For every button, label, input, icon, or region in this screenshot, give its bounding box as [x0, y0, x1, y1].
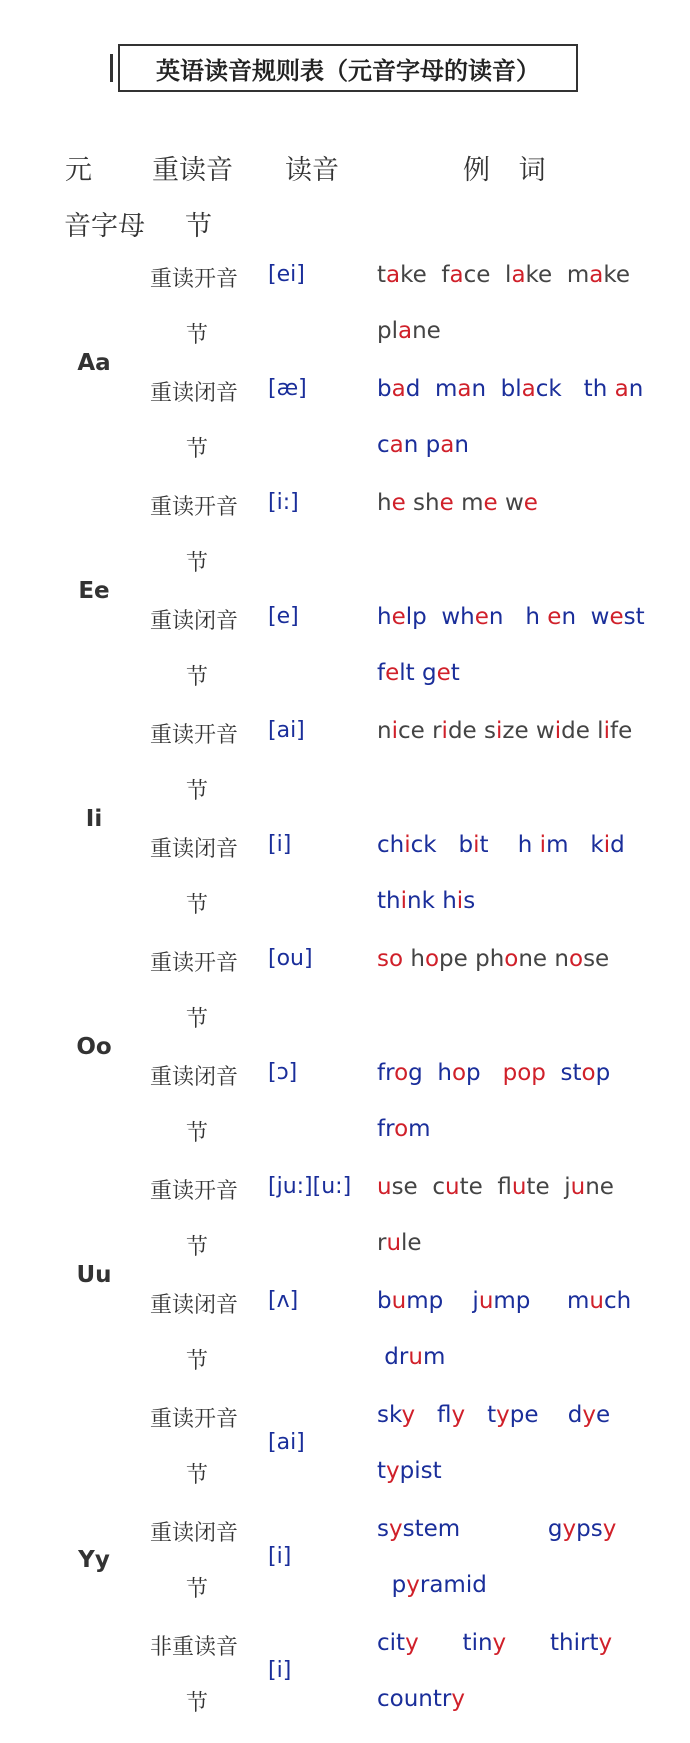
phonetic-symbol: [æ] [268, 376, 307, 401]
example-fragment: b [377, 1288, 392, 1314]
example-words-line-1 [377, 376, 644, 402]
phonetic-symbol: [ai] [268, 1430, 305, 1455]
example-words-line-1 [377, 1402, 632, 1428]
example-fragment: m k [546, 832, 604, 858]
example-fragment: r [377, 1230, 387, 1256]
example-fragment: a [589, 262, 604, 288]
example-fragment: ch [603, 1288, 632, 1314]
example-words-line-2 [377, 1344, 632, 1370]
syllable-type-suffix: 节 [186, 1121, 209, 1146]
example-fragment: y [405, 1630, 419, 1656]
example-words-line-2 [377, 1686, 632, 1712]
syllable-type-label: 重读闭音 [150, 381, 239, 406]
example-fragment: u [377, 1174, 392, 1200]
letter-a: Aa [77, 350, 111, 376]
syllable-type-label: 重读闭音 [150, 1521, 239, 1546]
example-fragment: dr [377, 1344, 409, 1370]
example-fragment: s [463, 888, 476, 914]
example-fragment: s [377, 1516, 389, 1542]
example-fragment: y [386, 1458, 400, 1484]
example-fragment: a [521, 376, 536, 402]
header-stress-2: 节 [185, 211, 212, 242]
example-fragment: u [511, 1174, 527, 1200]
example-words-line-2 [377, 888, 632, 914]
example-fragment: i [495, 718, 503, 744]
example-fragment: e [523, 490, 538, 516]
syllable-type-label: 重读开音 [150, 1179, 239, 1204]
example-fragment: a [511, 262, 526, 288]
example-fragment: m [422, 1344, 446, 1370]
example-fragment: u [408, 1344, 423, 1370]
example-fragment: i [400, 888, 407, 914]
example-fragment: se c [391, 1174, 445, 1200]
example-fragment: i [456, 888, 464, 914]
phonetic-symbol: [i] [268, 1544, 292, 1569]
example-fragment: ch [377, 832, 405, 858]
example-words-line-2 [377, 1116, 632, 1142]
example-words-line-2 [377, 432, 632, 458]
example-fragment: o [504, 946, 519, 972]
example-words-line-1 [377, 718, 632, 744]
phonetic-symbol: [ɔ] [268, 1060, 298, 1085]
example-fragment: te fl [459, 1174, 512, 1200]
example-fragment: lt g [399, 660, 437, 686]
syllable-type-label: 非重读音 [150, 1635, 239, 1660]
example-fragment: g h [408, 1060, 452, 1086]
example-fragment: mp m [493, 1288, 590, 1314]
example-fragment: st [623, 604, 645, 630]
example-fragment: a [440, 432, 455, 458]
syllable-type-suffix: 节 [186, 1235, 209, 1260]
example-words-line-1 [377, 1288, 632, 1314]
example-fragment: pl [377, 318, 398, 344]
example-words-line-1 [377, 946, 632, 972]
example-words-line-2 [377, 660, 632, 686]
syllable-type-suffix: 节 [186, 1577, 209, 1602]
example-words-line-2 [377, 1572, 632, 1598]
example-fragment: u [589, 1288, 604, 1314]
example-fragment: ke m [525, 262, 590, 288]
example-fragment: n h [488, 604, 548, 630]
example-fragment: a [398, 318, 413, 344]
example-fragment: p [531, 1060, 546, 1086]
example-fragment: le [401, 1230, 422, 1256]
example-fragment: ne n [518, 946, 569, 972]
example-fragment: y [451, 1402, 466, 1428]
example-fragment: a [391, 376, 406, 402]
syllable-type-label: 重读开音 [150, 1407, 239, 1432]
letter-e: Ee [78, 578, 110, 604]
example-fragment: c [377, 432, 390, 458]
letter-u: Uu [76, 1262, 112, 1288]
example-fragment: ck th [535, 376, 615, 402]
example-fragment: cit [377, 1630, 406, 1656]
example-fragment: se [583, 946, 610, 972]
letter-i: Ii [85, 806, 103, 832]
example-fragment: o [394, 1116, 409, 1142]
example-fragment: n [628, 376, 644, 402]
example-fragment: e [474, 604, 489, 630]
example-fragment: fl [415, 1402, 452, 1428]
example-fragment: countr [377, 1686, 452, 1712]
example-fragment: y [388, 1516, 403, 1542]
letter-o: Oo [76, 1034, 112, 1060]
syllable-type-label: 重读开音 [150, 951, 239, 976]
phonetic-symbol: [i:] [268, 490, 299, 515]
example-fragment: i [603, 832, 611, 858]
letter-y: Yy [78, 1547, 110, 1573]
example-fragment: h [403, 946, 425, 972]
example-fragment: sh [405, 490, 440, 516]
syllable-type-suffix: 节 [186, 323, 209, 348]
header-stress-1: 重读音 [152, 155, 233, 186]
syllable-type-suffix: 节 [186, 665, 209, 690]
example-fragment: h [377, 490, 392, 516]
example-fragment: t [377, 1458, 387, 1484]
example-fragment: o [394, 1060, 409, 1086]
example-fragment: de s [447, 718, 496, 744]
example-fragment: n p [403, 432, 441, 458]
example-fragment: u [386, 1230, 402, 1256]
example-fragment: ce l [463, 262, 512, 288]
phonetic-symbol: [e] [268, 604, 299, 629]
example-fragment: ramid [419, 1572, 487, 1598]
example-fragment: t [377, 262, 387, 288]
example-fragment: ck b [410, 832, 474, 858]
example-fragment: a [449, 262, 464, 288]
example-fragment: i [539, 832, 547, 858]
example-fragment: y [598, 1630, 613, 1656]
example-words-line-2 [377, 1458, 632, 1484]
example-fragment: e [439, 490, 454, 516]
example-fragment: ze w [502, 718, 555, 744]
example-fragment: d m [405, 376, 458, 402]
example-fragment: te j [526, 1174, 571, 1200]
example-fragment: pe d [509, 1402, 583, 1428]
phonetic-symbol: [i] [268, 832, 292, 857]
title-tick-mark [110, 54, 113, 82]
example-fragment: lp wh [405, 604, 475, 630]
example-fragment: e [547, 604, 562, 630]
syllable-type-suffix: 节 [186, 893, 209, 918]
example-fragment: t h [479, 832, 540, 858]
example-fragment: e [391, 490, 406, 516]
example-fragment: n w [561, 604, 610, 630]
syllable-type-suffix: 节 [186, 1463, 209, 1488]
example-fragment: ne [412, 318, 441, 344]
example-words-line-1 [377, 1630, 632, 1656]
example-fragment: n [454, 432, 469, 458]
example-fragment: i [391, 718, 398, 744]
example-fragment: i [554, 718, 562, 744]
header-vowel-2: 音字母 [64, 211, 145, 242]
header-reading: 读音 [285, 155, 339, 186]
example-words-line-2 [377, 318, 632, 344]
example-fragment: d [610, 832, 625, 858]
example-fragment: o [568, 946, 584, 972]
example-fragment: e [385, 660, 400, 686]
phonetic-symbol: [ei] [268, 262, 305, 287]
example-fragment: mp j [406, 1288, 479, 1314]
example-fragment: fr [377, 1116, 395, 1142]
example-words-line-1 [377, 1174, 632, 1200]
example-fragment: p [595, 1060, 611, 1086]
example-words-line-1 [377, 1060, 632, 1086]
example-fragment: thirt [506, 1630, 599, 1656]
example-fragment: i [473, 832, 480, 858]
example-fragment: p [377, 1572, 407, 1598]
example-fragment: e [609, 604, 624, 630]
example-fragment: m [453, 490, 484, 516]
example-fragment: de l [561, 718, 604, 744]
syllable-type-suffix: 节 [186, 551, 209, 576]
syllable-type-label: 重读闭音 [150, 837, 239, 862]
example-words-line-2 [377, 1230, 632, 1256]
header-examples: 例 词 [463, 155, 546, 186]
header-vowel-1: 元 [65, 155, 92, 186]
example-fragment: y [451, 1686, 465, 1712]
example-fragment: o [388, 946, 404, 972]
example-fragment: ne [585, 1174, 614, 1200]
example-fragment: fe [609, 718, 633, 744]
example-fragment: u [478, 1288, 494, 1314]
example-fragment: pe ph [439, 946, 505, 972]
example-fragment: a [457, 376, 472, 402]
example-fragment: y [562, 1516, 577, 1542]
example-fragment: u [444, 1174, 460, 1200]
example-fragment: y [401, 1402, 416, 1428]
example-fragment: p [466, 1060, 503, 1086]
example-fragment: y [406, 1572, 420, 1598]
example-fragment: a [389, 432, 404, 458]
syllable-type-suffix: 节 [186, 437, 209, 462]
example-fragment: ps [576, 1516, 603, 1542]
example-fragment: h [377, 604, 392, 630]
example-fragment: s [377, 946, 389, 972]
syllable-type-label: 重读闭音 [150, 609, 239, 634]
example-fragment: st [545, 1060, 582, 1086]
example-fragment: y [602, 1516, 617, 1542]
syllable-type-suffix: 节 [186, 1691, 209, 1716]
example-fragment: nk h [407, 888, 457, 914]
example-fragment: p [502, 1060, 518, 1086]
example-fragment: ke f [400, 262, 450, 288]
example-fragment: y [492, 1630, 507, 1656]
example-fragment: a [614, 376, 629, 402]
example-fragment: stem g [402, 1516, 563, 1542]
example-fragment: o [517, 1060, 532, 1086]
example-words-line-1 [377, 262, 632, 288]
example-fragment: n [377, 718, 392, 744]
example-fragment: u [391, 1288, 407, 1314]
example-fragment: fr [377, 1060, 395, 1086]
example-fragment: y [582, 1402, 596, 1428]
page-title: 英语读音规则表（元音字母的读音） [118, 44, 578, 92]
example-fragment: ce r [397, 718, 442, 744]
example-fragment: th [377, 888, 401, 914]
example-fragment: t [450, 660, 460, 686]
syllable-type-label: 重读开音 [150, 495, 239, 520]
example-fragment: t [465, 1402, 497, 1428]
example-fragment: o [581, 1060, 596, 1086]
example-fragment: e [436, 660, 451, 686]
example-fragment: i [441, 718, 448, 744]
phonetic-symbol: [ou] [268, 946, 313, 971]
example-fragment: i [404, 832, 411, 858]
phonetic-symbol: [ai] [268, 718, 305, 743]
example-fragment: pist [399, 1458, 442, 1484]
example-fragment: b [377, 376, 392, 402]
example-fragment: i [603, 718, 610, 744]
example-fragment: e [391, 604, 406, 630]
syllable-type-suffix: 节 [186, 1007, 209, 1032]
example-fragment: y [496, 1402, 510, 1428]
example-words-line-1 [377, 490, 632, 516]
syllable-type-label: 重读开音 [150, 267, 239, 292]
example-fragment: n bl [471, 376, 522, 402]
syllable-type-suffix: 节 [186, 1349, 209, 1374]
syllable-type-label: 重读开音 [150, 723, 239, 748]
syllable-type-label: 重读闭音 [150, 1293, 239, 1318]
example-fragment: a [386, 262, 401, 288]
example-fragment: u [570, 1174, 586, 1200]
example-fragment: tin [418, 1630, 493, 1656]
example-fragment: m [408, 1116, 431, 1142]
example-fragment: o [451, 1060, 467, 1086]
example-fragment: w [497, 490, 524, 516]
syllable-type-suffix: 节 [186, 779, 209, 804]
example-fragment: e [595, 1402, 611, 1428]
example-words-line-1 [377, 1516, 632, 1542]
phonetic-symbol: [ju:][u:] [268, 1174, 352, 1199]
example-fragment: sk [377, 1402, 402, 1428]
example-fragment: f [377, 660, 386, 686]
syllable-type-label: 重读闭音 [150, 1065, 239, 1090]
example-fragment: o [424, 946, 440, 972]
example-words-line-1 [377, 604, 645, 630]
example-fragment: ke [603, 262, 630, 288]
phonetic-symbol: [i] [268, 1658, 292, 1683]
example-words-line-1 [377, 832, 632, 858]
phonetic-symbol: [ʌ] [268, 1288, 299, 1313]
example-fragment: e [483, 490, 498, 516]
